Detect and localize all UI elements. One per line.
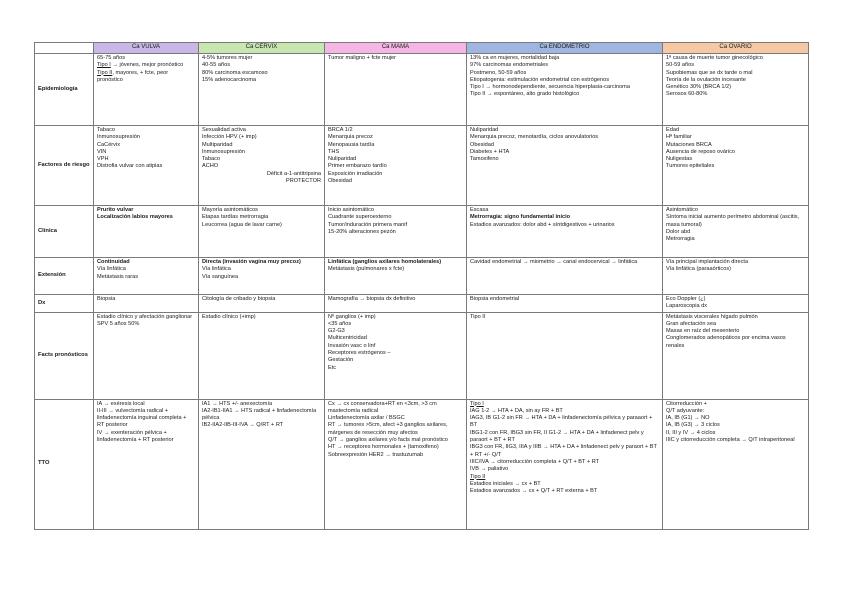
header-cervix: Ca CÉRVIX [199, 43, 325, 54]
cell-line: Cavidad endometrial → miometrio → canal endocervical → linfática [470, 259, 638, 265]
cell-line: IA, IB (G3) → 3 ciclos [666, 422, 720, 429]
cell-line: Citorreducción + [666, 400, 707, 407]
cell-line: Vía linfática [202, 266, 231, 273]
cell-line: Linfática (ganglios axilares homolaterales) [328, 259, 442, 265]
cell-vulva [94, 399, 199, 529]
cell-line: Supobiemas que se dx tarde o mal [666, 69, 753, 76]
cell-line: Vía principal implantación directa [666, 259, 749, 265]
cell-line: Tipo I [470, 400, 484, 407]
cell-cervix [199, 312, 325, 399]
cell-line: 13% ca en mujeres, mortalidad baja [470, 55, 560, 61]
row-label: Epidemiología [35, 54, 94, 126]
cell-line: THS [328, 148, 340, 155]
cell-line: Asintomático [666, 207, 699, 213]
cell-line: BRCA 1/2 [328, 127, 353, 133]
cell-line: Vía linfática (paraaórticos) [666, 266, 731, 273]
cell-line: Etapas tardías metrorragia [202, 214, 269, 221]
cell-line: Metrorragia [666, 236, 695, 243]
cell-line: IB2-IIA2-IIB-III-IVA → Q/RT + RT [202, 422, 284, 429]
cell-line: Prurito vulvar [97, 207, 134, 213]
cell-line: Tabaco [97, 127, 116, 133]
cell-line: Metástasis raras [97, 273, 139, 280]
cell-line: Receptores estrógenos – [328, 350, 391, 357]
cell-line: Menarquia precoz, menotardía, ciclos anovulatorios [470, 134, 599, 141]
cell-line: Directa (invasión vagina muy precoz) [202, 259, 301, 265]
cell-line: Hª familiar [666, 134, 692, 141]
cell-line: Obesidad [328, 178, 352, 185]
cell-line: Estadios avanzados → cx + Q/T + RT externa + BT [470, 488, 598, 495]
cell-line: Primer embarazo tardío [328, 163, 387, 170]
cell-line: Multiparidad [202, 141, 233, 148]
cell-line: Cx → cx conservadora+RT en <3cm, >3 cm mastectomía radical [328, 400, 437, 414]
cell-line: IA → exéresis local [97, 400, 145, 407]
cell-line: Gran afectación sea [666, 320, 717, 327]
cell-line: Nuliparidad [470, 127, 499, 133]
cell-line: Localización labios mayores [97, 214, 173, 221]
row-label: Dx [35, 295, 94, 313]
cell-line: Masas en raíz del mesenterio [666, 328, 740, 335]
cell-line: Vía linfática [97, 266, 126, 273]
cell-mama [325, 126, 467, 206]
cell-line: G2-G3 [328, 328, 345, 335]
cell-line: Continuidad [97, 259, 130, 265]
cell-line: Tipo II [470, 313, 486, 320]
cell-line: 65-75 años [97, 55, 125, 61]
cell-line: IIIC y citorreducción completa → Q/T intraperitoneal [666, 437, 795, 444]
row-label: TTO [35, 399, 94, 529]
cell-ovario [663, 258, 809, 295]
cell-mama [325, 312, 467, 399]
cell-line: HT → receptores hormonales + (tamoxifeno) [328, 444, 439, 451]
cell-line: Tumor/induración primera manif [328, 221, 408, 228]
cell-line: Mamografía → biopsia dx definitivo [328, 296, 416, 302]
cell-line: IA1 → HTS +/- anexectomía [202, 400, 273, 407]
cell-cervix [199, 126, 325, 206]
cell-line: Etiopatogenia: estimulación endometrial con estrógenos [470, 76, 609, 83]
table-row [35, 258, 809, 295]
cell-ovario [663, 295, 809, 313]
cell-line: Etc [328, 364, 337, 371]
cell-line: Nuliparidad [328, 156, 357, 163]
cell-line: PROTECTOR [285, 178, 321, 185]
cell-line: Gestación [328, 357, 354, 364]
cell-line: Multicentricidad [328, 335, 367, 342]
cell-line: CaCérvix [97, 141, 121, 148]
cell-line: Tipo II, mayores, + fcte, peor pronóstico [97, 69, 169, 83]
cell-line: RT → tumores >5cm, afect +3 ganglios axilares, márgenes de resección muy afectos [328, 422, 448, 436]
cell-line: IV → exenteración pélvica + linfadenectomía + RT posterior [97, 429, 174, 444]
cell-line: Tumor maligno + fcte mujer [328, 55, 397, 61]
cell-cervix [199, 399, 325, 529]
row-label: Facts pronósticos [35, 312, 94, 399]
cell-vulva [94, 258, 199, 295]
cell-line: Q/T adyuvante: [666, 407, 705, 414]
cell-line: VIN [97, 148, 107, 155]
cell-line: IAG 1-2 → HTA + DA, sin ay FR + BT [470, 407, 563, 414]
cell-vulva [94, 206, 199, 258]
header-vulva: Ca VULVA [94, 43, 199, 54]
cell-line: Tipo I → jóvenes, mejor pronóstico [97, 62, 184, 69]
cell-line: Mutaciones BRCA [666, 141, 712, 148]
cell-ovario [663, 126, 809, 206]
cell-vulva [94, 126, 199, 206]
cell-line: Citología de cribado y biopsia [202, 296, 276, 302]
cell-line: Postmeno, 50-59 años [470, 69, 527, 76]
cell-line: 4-5% tumores mujer [202, 55, 253, 61]
cell-ovario [663, 54, 809, 126]
header-mama: Ca MAMA [325, 43, 467, 54]
cell-line: IAG3, IB G1-2 sin FR → HTA + DA + linfadenectomía pélvica y paraaort + BT [470, 415, 653, 429]
cell-vulva [94, 54, 199, 126]
cell-line: Q/T → ganglios axilares y/o facts mal pronóstico [328, 437, 448, 444]
header-blank [35, 43, 94, 54]
cell-line: Inmunosupresión [202, 148, 245, 155]
table-row [35, 126, 809, 206]
cell-line: Escasa [470, 207, 489, 213]
cell-line: 50-59 años [666, 62, 694, 69]
cell-line: Edad [666, 127, 680, 133]
cell-line: Tumores epiteliales [666, 163, 715, 170]
cell-line: Linfadenectomía axilar / BSGC [328, 415, 405, 422]
header-ovario: Ca OVARIO [663, 43, 809, 54]
cell-line: Leucorrea (agua de lavar carne) [202, 221, 282, 228]
cell-endometrio [467, 206, 663, 258]
cell-line: IIIC/IVA → citorreducción completa + Q/T + BT + RT [470, 458, 600, 465]
row-label: Extensión [35, 258, 94, 295]
cell-line: Genético 30% (BRCA 1/2) [666, 84, 731, 91]
cell-line: Vía sanguínea [202, 273, 239, 280]
cell-line: Déficit a-1-antitripsina [266, 170, 321, 177]
cell-line: Inicio asintomático [328, 207, 375, 213]
summary-table [34, 42, 809, 530]
cell-cervix [199, 54, 325, 126]
cell-line: IBG3 con FR, IIG3, IIIA y IIIB → HTA + DA + linfadenect pelv y paraort + BT + RT +/- Q/T [470, 444, 657, 458]
cell-line: Nuligestas [666, 156, 693, 163]
cell-line: Teoría de la ovulación incesante [666, 76, 746, 83]
cell-endometrio [467, 312, 663, 399]
cell-line: ACHO [202, 163, 219, 170]
cell-line: 40-55 años [202, 62, 230, 69]
cell-line: Menarquia precoz [328, 134, 373, 141]
cell-line: Serosos 60-80% [666, 91, 708, 98]
cell-mama [325, 399, 467, 529]
cell-line: 15-20% alteraciones pezón [328, 228, 396, 235]
cell-line: Nº ganglios (+ imp) [328, 313, 376, 320]
cell-line: Invasión vasc o linf [328, 342, 376, 349]
cell-line: IBG1-2 con FR, IBG3 sin FR, II G1-2 → HTA + DA + linfadenect pelv y paraort + BT + RT [470, 429, 644, 444]
cell-line: II-III → vulvectomía radical + linfadenectomía inguinal completa + RT posterior [97, 407, 187, 429]
cell-vulva [94, 312, 199, 399]
cell-cervix [199, 258, 325, 295]
cell-line: Biopsia endometrial [470, 296, 520, 302]
cell-line: <35 años [328, 320, 352, 327]
cell-line: Sobreexpresión HER2 → trastuzumab [328, 451, 424, 458]
cell-line: Tipo I → hormonodependiente, secuencia hiperplasia-carcinoma [470, 84, 630, 91]
cell-line: Mayoría asintomáticos [202, 207, 258, 213]
cell-mama [325, 258, 467, 295]
cell-line: 1ª causa de muerte tumor ginecológico [666, 55, 763, 61]
cell-vulva [94, 295, 199, 313]
cell-endometrio [467, 54, 663, 126]
cell-line: Estadio clínico (+imp) [202, 313, 256, 320]
cell-line: Tamoxifeno [470, 156, 499, 163]
cell-endometrio [467, 295, 663, 313]
cell-line: Metrorragia: signo fundamental inicio [470, 214, 571, 221]
cell-line: Síntoma inicial aumento perímetro abdominal (ascitis, masa tumoral) [666, 214, 800, 228]
table-row [35, 312, 809, 399]
table-row [35, 295, 809, 313]
cell-line: Distrofia vulvar con atipias [97, 163, 163, 170]
cell-line: II, III y IV → 4 ciclos [666, 429, 716, 436]
cell-line: Biopsia [97, 296, 116, 302]
cell-line: Dolor abd [666, 228, 691, 235]
cell-line: IA2-IB1-IIA1 → HTS radical + linfadenectomía pélvica [202, 407, 317, 422]
cell-cervix [199, 295, 325, 313]
cell-line: Cuadrante superoexterno [328, 214, 392, 221]
cell-line: Metástasis (pulmonares x fcte) [328, 266, 405, 273]
table-row [35, 54, 809, 126]
cell-line: VPH [97, 156, 109, 163]
cell-line: Inmunosupresión [97, 134, 140, 141]
header-endometrio: Ca ENDOMETRIO [467, 43, 663, 54]
cell-line: 97% carcinomas endometriales [470, 62, 549, 69]
cell-ovario [663, 399, 809, 529]
cell-line: Tipo II → espontáneo, alto grado histológico [470, 91, 580, 98]
cell-line: SPV 5 años 50% [97, 320, 140, 327]
cell-line: Menopausia tardía [328, 141, 375, 148]
cell-line: Infección HPV (+ imp) [202, 134, 257, 141]
table-row [35, 206, 809, 258]
cell-mama [325, 206, 467, 258]
cell-line: 15% adenocarcinoma [202, 76, 257, 83]
table-row [35, 399, 809, 529]
cell-line: Sexualidad activa [202, 127, 246, 133]
cell-endometrio [467, 126, 663, 206]
cell-endometrio [467, 399, 663, 529]
cell-line: Estadio clínico y afectación ganglionar [97, 313, 193, 320]
cell-line: Diabetes + HTA [470, 148, 510, 155]
cell-line: IVB → paliativo [470, 466, 509, 473]
row-label: Factores de riesgo [35, 126, 94, 206]
cell-line: Tipo II [470, 473, 486, 480]
cell-cervix [199, 206, 325, 258]
cell-ovario [663, 312, 809, 399]
cell-line: Laparoscopia dx [666, 303, 708, 310]
cell-line: Tabaco [202, 156, 221, 163]
cell-line: Estadios iniciales → cx + BT [470, 480, 541, 487]
row-label: Clínica [35, 206, 94, 258]
cell-mama [325, 54, 467, 126]
cell-line: Obesidad [470, 141, 494, 148]
cell-line: Exposición irradiación [328, 170, 383, 177]
cell-line: Ausencia de reposo ovárico [666, 148, 736, 155]
cell-line: 80% carcinoma escamoso [202, 69, 268, 76]
cell-line: Metástasis viscerales hígado pulmón [666, 313, 758, 320]
cell-line: IA, IB (G1) → NO [666, 415, 710, 422]
cell-line: Estadios avanzados: dolor abd + síntdigestivos + urinarios [470, 221, 615, 228]
cell-ovario [663, 206, 809, 258]
cell-line: Conglomerados adenopáticos por encima vasos renales [666, 335, 786, 349]
cell-line: Eco Doppler (¿) [666, 296, 706, 302]
cell-endometrio [467, 258, 663, 295]
cell-mama [325, 295, 467, 313]
header-row [35, 43, 809, 54]
